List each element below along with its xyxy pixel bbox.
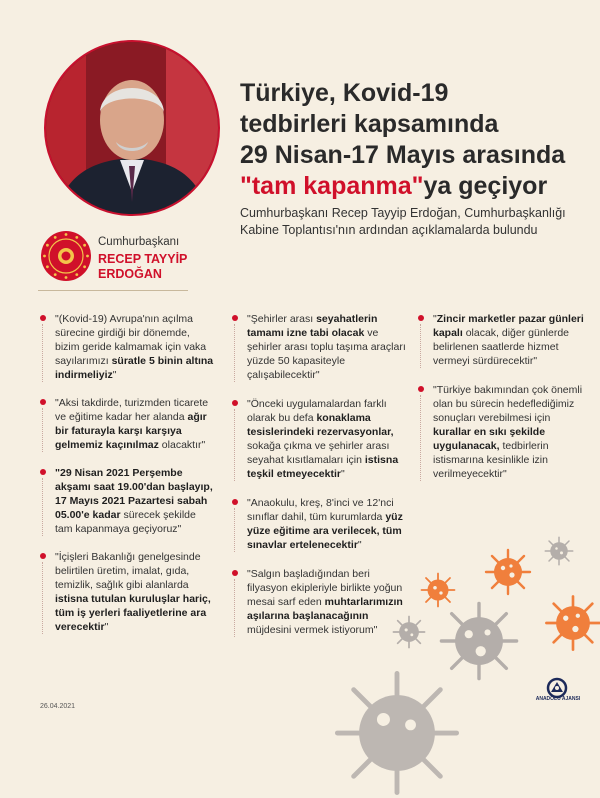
quote-item xyxy=(232,496,407,552)
quote-text: "İçişleri Bakanlığı genelgesinde belirtilen üretim, imalat, gıda, temizlik, sağlık gibi alanlarda xyxy=(55,551,201,591)
quote-item xyxy=(40,312,215,382)
quote-item xyxy=(232,397,407,481)
date-label: 26.04.2021 xyxy=(40,703,76,710)
title-suffix: ya geçiyor xyxy=(423,172,548,200)
quote-text: "(Kovid-19) Avrupa'nın açılma sürecine girdiği bir dönemde, bizim geride kalmamak için vaka sayılarımızı xyxy=(55,313,207,367)
quote-item xyxy=(418,312,588,368)
quote-text: "Anaokulu, kreş, 8'inci ve 12'nci sınıflar dahil, tüm kurumlarda xyxy=(247,497,394,523)
quote-text: olacaktır" xyxy=(158,439,206,451)
quote-bold: süratle 5 binin altına indirmeliyiz xyxy=(55,355,214,381)
quote-text: sokağa çıkma ve şehirler arası seyahat kısıtlamaları için xyxy=(247,440,390,466)
quote-text: " xyxy=(433,313,437,325)
quote-text: olacak, diğer günlerde belirlenen saatlerde hizmet vermeyi sürdürecektir" xyxy=(433,327,570,367)
quote-bold: seyahatlerin tamamı izne tabi olacak xyxy=(247,313,378,339)
quotes-column-2 xyxy=(232,312,407,652)
title-line-1: Türkiye, Kovid-19 xyxy=(240,79,449,107)
quote-text: sürecek şekilde tam kapanmaya geçiyoruz" xyxy=(55,509,196,535)
quote-bold: konaklama tesislerindeki rezervasyonlar, xyxy=(247,412,394,438)
page-title xyxy=(240,78,585,202)
quote-bold: muhtarlarımızın aşılarına başlanacağının xyxy=(247,596,403,622)
agency-name: ANADOLU AJANSI xyxy=(535,696,581,702)
title-highlight: "tam kapanma" xyxy=(240,172,424,200)
quote-text: müjdesini vermek istiyorum" xyxy=(247,624,378,636)
quote-item xyxy=(40,396,215,452)
portrait-photo xyxy=(44,40,220,216)
presidential-seal-icon xyxy=(40,230,92,282)
virus-grey-icon xyxy=(332,668,462,798)
quotes-column-3 xyxy=(418,312,588,496)
quote-text: "Salgın başladığından beri filyasyon ekipleriyle birlikte yoğun mesai sarf eden xyxy=(247,568,403,608)
quote-text: "Önceki uygulamalardan farklı olarak bu defa xyxy=(247,398,387,424)
quote-bold: "29 Nisan 2021 Perşembe akşamı saat 19.00'dan başlayıp, 17 Mayıs 2021 Pazartesi sabah 05.00'e kadar xyxy=(55,467,213,521)
title-line-3: 29 Nisan-17 Mayıs arasında xyxy=(240,141,566,169)
quote-text: "Türkiye bakımından çok önemli olan bu sürecin hedeflediğimiz sonuçları verebilmesi için xyxy=(433,384,583,424)
quote-item xyxy=(40,550,215,634)
quote-text: "Şehirler arası xyxy=(247,313,317,325)
virus-grey-icon xyxy=(392,615,426,649)
divider xyxy=(38,290,188,291)
subtitle: Cumhurbaşkanı Recep Tayyip Erdoğan, Cumhurbaşkanlığı Kabine Toplantısı'nın ardından açıklamalarda bulundu xyxy=(240,206,566,237)
quote-bold: ağır bir faturayla karşı karşıya gelmemiz kaçınılmaz xyxy=(55,411,207,451)
person-name-line-1: RECEP TAYYİP xyxy=(98,252,188,266)
quote-bold: istisna tutulan kuruluşlar hariç, tüm iş yerleri faaliyetlerine ara verecektir xyxy=(55,593,211,633)
quote-item xyxy=(418,383,588,481)
quote-item xyxy=(232,567,407,637)
quote-item xyxy=(40,466,215,536)
person-name-line-2: ERDOĞAN xyxy=(98,267,162,281)
person-role: Cumhurbaşkanı xyxy=(98,236,180,248)
virus-orange-icon xyxy=(544,594,600,652)
virus-orange-icon xyxy=(484,548,532,596)
quote-text: " xyxy=(340,468,345,480)
virus-grey-icon xyxy=(544,536,574,566)
person-name xyxy=(98,252,218,282)
quote-text: "Aksi takdirde, turizmden ticarete ve eğitime kadar her alanda xyxy=(55,397,209,423)
erdogan-portrait-illustration xyxy=(46,42,218,214)
quote-bold: yüz yüze eğitime ara verilecek, tüm sınavlar ertelenecektir xyxy=(247,511,403,551)
quote-text: " xyxy=(112,369,117,381)
quote-bold: istisna teşkil etmeyecektir xyxy=(247,454,399,480)
title-line-2: tedbirleri kapsamında xyxy=(240,110,499,138)
quote-text: " xyxy=(104,621,109,633)
quote-text: ve şehirler arası toplu taşıma araçları yüzde 50 kapasiteyle çalışabilecektir" xyxy=(247,327,406,381)
quote-text: " xyxy=(357,539,362,551)
quote-text: tedbirlerin istismarına kesinlikle izin verilmeyecektir" xyxy=(433,440,549,480)
quote-bold: kurallar en sıkı şekilde uygulanacak, xyxy=(433,426,546,452)
quote-item xyxy=(232,312,407,382)
quotes-column-1 xyxy=(40,312,215,634)
quote-bold: Zincir marketler pazar günleri kapalı xyxy=(433,313,584,339)
